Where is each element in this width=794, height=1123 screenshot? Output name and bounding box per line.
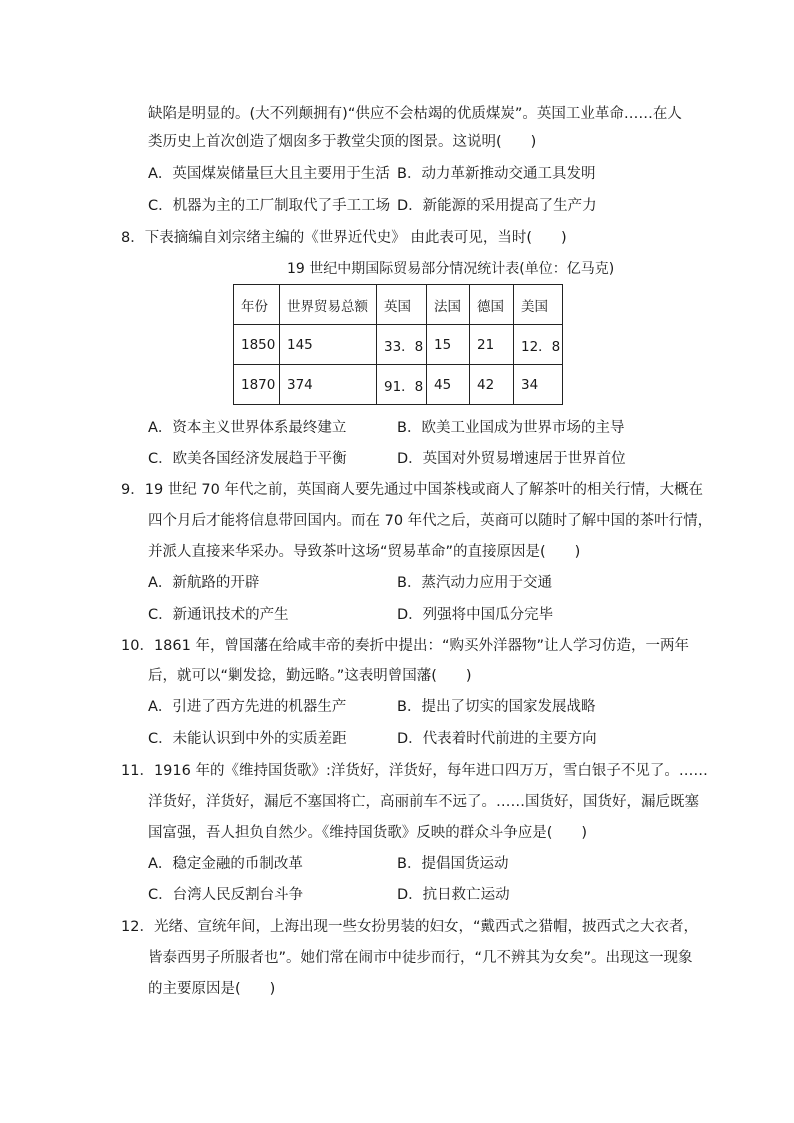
q11-option-b: B．提倡国货运动 — [397, 856, 509, 872]
table-cell: 91．8 — [377, 365, 427, 405]
q8-option-b: B．欧美工业国成为世界市场的主导 — [397, 420, 625, 436]
table-cell: 34 — [514, 365, 563, 405]
q7-text-line-1: 缺陷是明显的。(大不列颠拥有)“供应不会枯竭的优质煤炭”。英国工业革命……在人 — [148, 106, 682, 122]
q11-option-d: D．抗日救亡运动 — [397, 887, 510, 903]
q8-option-c: C．欧美各国经济发展趋于平衡 — [148, 451, 347, 467]
q10-option-d: D．代表着时代前进的主要方向 — [397, 731, 597, 747]
q9-text-line-2: 四个月后才能将信息带回国内。而在 70 年代之后，英商可以随时了解中国的茶叶行情， — [148, 513, 713, 529]
table-cell: 21 — [470, 325, 514, 365]
table-header-row — [234, 285, 563, 325]
table-cell: 1870 — [234, 365, 280, 405]
q8-stem: 8．下表摘编自刘宗绪主编的《世界近代史》 由此表可见，当时( ) — [121, 230, 567, 246]
q10-text-line-2: 后，就可以“剿发捻，勤远略。”这表明曾国藩( ) — [148, 668, 472, 684]
q9-text-line-1: 9．19 世纪 70 年代之前，英国商人要先通过中国茶栈或商人了解茶叶的相关行情，大概在 — [121, 482, 703, 498]
q12-text-line-1: 12．光绪、宣统年间，上海出现一些女扮男装的妇女，“戴西式之猎帽，披西式之大衣者， — [121, 919, 698, 935]
q11-text-line-1: 11．1916 年的《维持国货歌》:洋货好，洋货好，每年进口四万万，雪白银子不见了。…… — [121, 763, 708, 779]
q12-text-line-3: 的主要原因是( ) — [148, 981, 276, 997]
table-cell: 145 — [280, 325, 377, 365]
table-cell: 15 — [427, 325, 470, 365]
q10-option-b: B．提出了切实的国家发展战略 — [397, 699, 596, 715]
q12-text-line-2: 皆泰西男子所服者也”。她们常在闹市中徒步而行，“几不辨其为女矣”。出现这一现象 — [148, 950, 693, 966]
table-cell: 374 — [280, 365, 377, 405]
table-cell: 42 — [470, 365, 514, 405]
header-britain: 英国 — [377, 285, 427, 325]
q9-option-b: B．蒸汽动力应用于交通 — [397, 575, 552, 591]
header-germany: 德国 — [470, 285, 514, 325]
q9-option-d: D．列强将中国瓜分完毕 — [397, 607, 554, 623]
q10-text-line-1: 10．1861 年，曾国藩在给咸丰帝的奏折中提出：“购买外洋器物”让人学习仿造，一两年 — [121, 638, 689, 654]
header-world-trade-total: 世界贸易总额 — [280, 285, 377, 325]
q7-option-a: A．英国煤炭储量巨大且主要用于生活 — [148, 166, 390, 182]
q7-text-line-2: 类历史上首次创造了烟囱多于教堂尖顶的图景。这说明( ) — [148, 134, 537, 150]
table-row — [234, 365, 563, 405]
q11-text-line-2: 洋货好，洋货好，漏卮不塞国将亡，高丽前车不远了。……国货好，国货好，漏卮既塞 — [148, 794, 699, 810]
trade-statistics-table — [233, 284, 563, 405]
table-cell: 1850 — [234, 325, 280, 365]
header-year: 年份 — [234, 285, 280, 325]
q11-option-c: C．台湾人民反割台斗争 — [148, 887, 304, 903]
q7-option-b: B．动力革新推动交通工具发明 — [397, 166, 596, 182]
q10-option-a: A．引进了西方先进的机器生产 — [148, 699, 347, 715]
header-france: 法国 — [427, 285, 470, 325]
q11-text-line-3: 国富强，吾人担负自然少。《维持国货歌》反映的群众斗争应是( ) — [148, 825, 588, 841]
header-usa: 美国 — [514, 285, 563, 325]
q8-option-d: D．英国对外贸易增速居于世界首位 — [397, 451, 626, 467]
q8-table-caption: 19 世纪中期国际贸易部分情况统计表(单位：亿马克) — [287, 261, 615, 277]
q7-option-c: C．机器为主的工厂制取代了手工工场 — [148, 198, 391, 214]
q11-option-a: A．稳定金融的币制改革 — [148, 856, 303, 872]
table-cell: 45 — [427, 365, 470, 405]
q7-option-d: D．新能源的采用提高了生产力 — [397, 198, 597, 214]
q9-option-c: C．新通讯技术的产生 — [148, 607, 289, 623]
q10-option-c: C．未能认识到中外的实质差距 — [148, 731, 347, 747]
table-cell: 12．8 — [514, 325, 563, 365]
q8-option-a: A．资本主义世界体系最终建立 — [148, 420, 347, 436]
table-cell: 33．8 — [377, 325, 427, 365]
q9-text-line-3: 并派人直接来华采办。导致茶叶这场“贸易革命”的直接原因是( ) — [148, 544, 581, 560]
table-row — [234, 325, 563, 365]
q9-option-a: A．新航路的开辟 — [148, 575, 260, 591]
